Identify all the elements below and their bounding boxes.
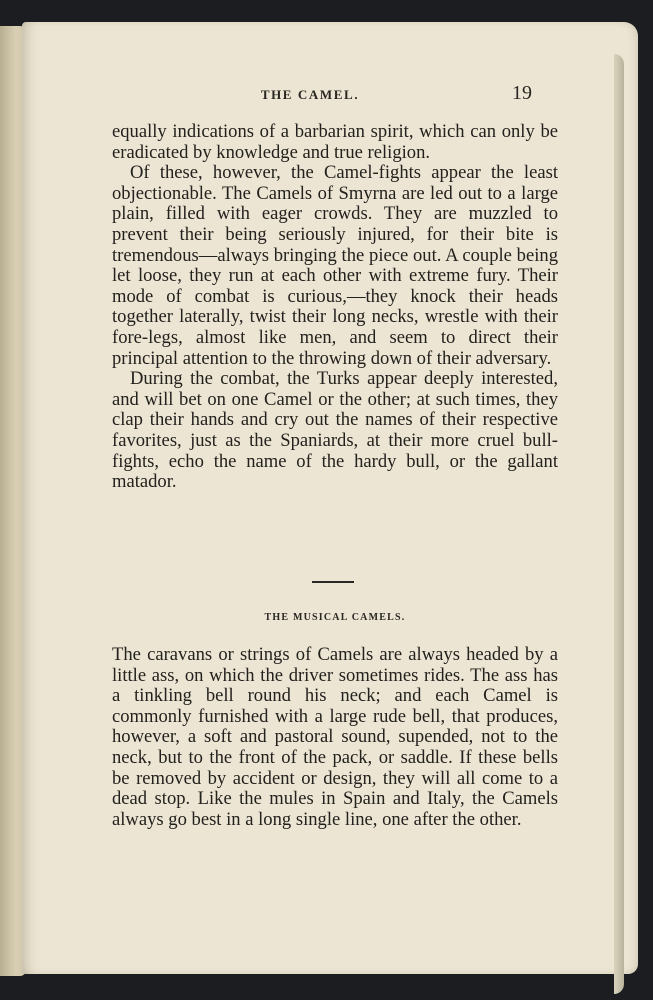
text-block-camel-fights bbox=[112, 122, 558, 493]
text-block-musical-camels bbox=[112, 645, 558, 830]
page-fore-edge bbox=[614, 54, 624, 994]
paragraph: equally indications of a barbarian spirit, which can only be eradicated by knowledge and true religion. bbox=[112, 121, 558, 163]
paragraph: During the combat, the Turks appear deeply interested, and will bet on one Camel or the other; at such times, they clap their hands and cry out the names of their respective favorites, just as the Spaniards, at their more cruel bull-fights, echo the name of the hardy bull, or the gallant matador. bbox=[112, 368, 558, 493]
page-number: 19 bbox=[512, 82, 532, 104]
section-heading: THE MUSICAL CAMELS. bbox=[264, 612, 406, 623]
running-head: THE CAMEL. bbox=[260, 87, 360, 102]
section-divider bbox=[312, 581, 354, 583]
paragraph: The caravans or strings of Camels are always headed by a little ass, on which the driver sometimes rides. The ass has a tinkling bell round his neck; and each Camel is commonly furnished with a large rude bell, that produces, however, a soft and pastoral sound, supended, not to the neck, but to the front of the pack, or saddle. If these bells be removed by accident or design, they will all come to a dead stop. Like the mules in Spain and Italy, the Camels always go best in a long single line, one after the other. bbox=[112, 644, 558, 830]
paragraph: Of these, however, the Camel-fights appear the least objectionable. The Camels of Smyrna are led out to a large plain, filled with eager crowds. They are muzzled to prevent their being seriously injured, for their bite is tremendous—always bringing the piece out. A couple being let loose, they run at each other with extreme fury. Their mode of combat is curious,—they knock their heads together laterally, twist their long necks, wrestle with their fore-legs, almost like men, and seem to direct their principal attention to the throwing down of their adversary. bbox=[112, 162, 558, 369]
